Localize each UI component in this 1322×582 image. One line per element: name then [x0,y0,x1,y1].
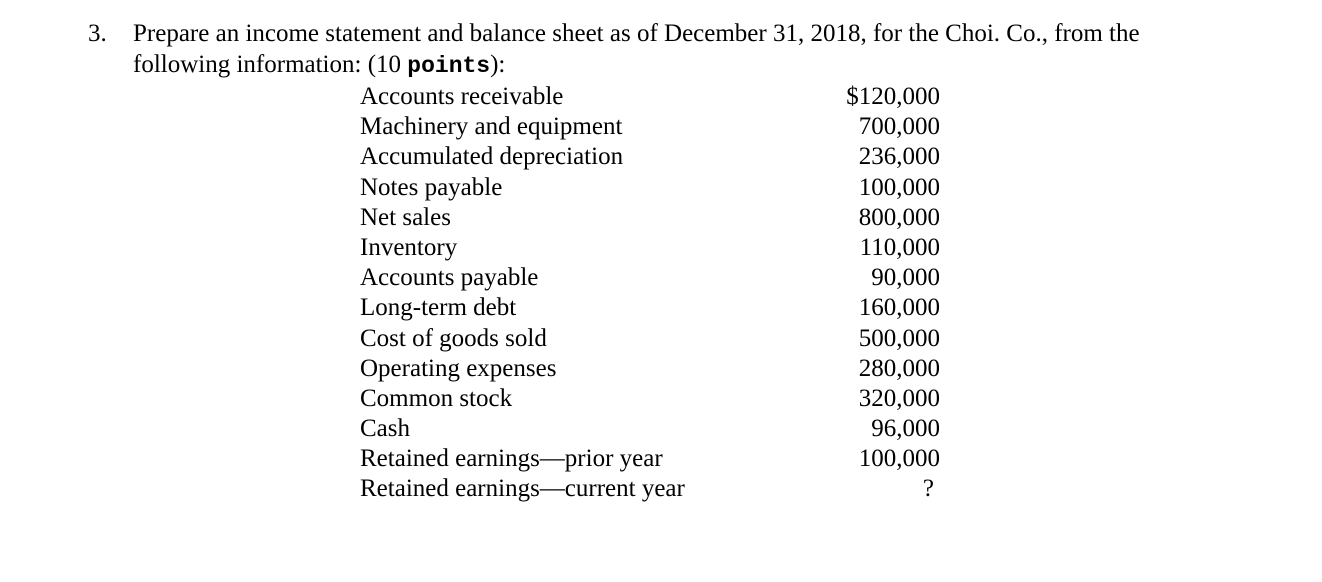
account-amount: 500,000 [858,324,940,352]
account-label: Machinery and equipment [360,113,623,141]
account-row [360,324,940,354]
question-prompt [133,18,1283,82]
account-amount: 320,000 [858,384,940,412]
prompt-line-1: Prepare an income statement and balance sheet as of December 31, 2018, for the Choi. Co., from the [133,20,1140,47]
question-number: 3. [88,20,107,47]
account-label: Inventory [360,233,458,261]
account-label: Accounts receivable [360,83,564,110]
account-row [360,384,940,414]
account-label: Accumulated depreciation [360,143,624,171]
account-amount: 110,000 [859,233,940,261]
account-list [360,82,940,505]
account-row [360,112,940,142]
account-label: Accounts payable [360,264,539,292]
account-amount: 90,000 [871,264,940,292]
account-row [360,82,940,112]
account-row [360,293,940,323]
account-row [360,354,940,384]
account-amount: 160,000 [858,294,940,322]
prompt-line-2-suffix: ): [490,51,506,78]
account-amount: 236,000 [858,143,940,171]
account-amount: 96,000 [871,415,940,443]
account-amount: $120,000 [846,83,940,110]
account-amount: 700,000 [858,113,940,141]
account-row [360,233,940,263]
account-label: Common stock [360,384,513,412]
account-label: Notes payable [360,173,503,201]
account-row [360,444,940,474]
account-row [360,173,940,203]
account-row [360,263,940,293]
account-row [360,203,940,233]
account-row [360,414,940,444]
account-label: Cost of goods sold [360,324,547,352]
account-row [360,142,940,172]
account-amount: 100,000 [858,445,940,473]
account-amount: 100,000 [858,173,940,201]
points-label: points [407,53,491,79]
account-label: Retained earnings—current year [360,475,685,503]
account-label: Net sales [360,203,451,231]
account-row [360,474,940,504]
account-amount: 800,000 [858,203,940,231]
account-label: Operating expenses [360,354,557,382]
account-amount: 280,000 [858,354,940,382]
account-amount: ? [922,475,934,503]
prompt-line-2-prefix: following information: (10 [133,51,408,78]
account-label: Retained earnings—prior year [360,445,663,473]
account-label: Cash [360,415,410,443]
account-label: Long-term debt [360,294,517,322]
